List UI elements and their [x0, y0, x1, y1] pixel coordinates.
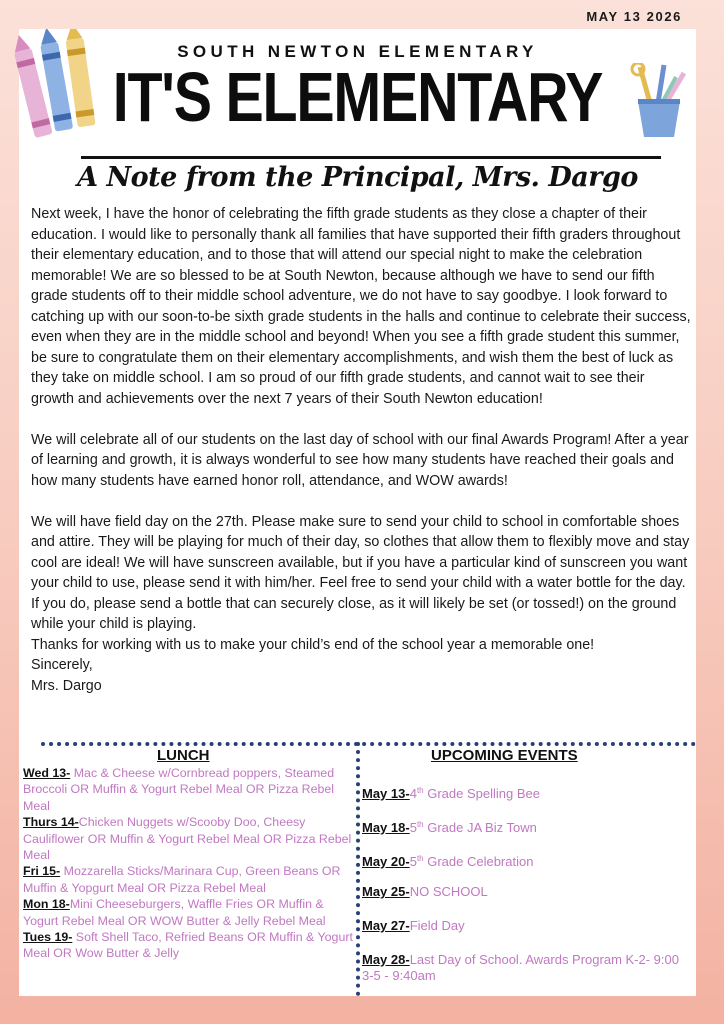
principal-letter — [31, 204, 691, 696]
list-item — [23, 896, 355, 929]
list-item — [23, 929, 355, 962]
letter-paragraph: We will have field day on the 27th. Please make sure to send your child to school in comfortable shoes and attire. They will be playing for much of their day, so clothes that allow them to flexibly move and stay cool are ideal! We will have sunscreen available, but if you have a particular kind of sunscreen you want your child to use, please send it with him/her. Feel free to send your child with a water bottle for the day. If you do, please send a bottle that can securely close, as it will likely be set (or tossed!) on the ground while your child is playing. — [31, 513, 690, 632]
lunch-menu-text: Soft Shell Taco, Refried Beans OR Muffin & Yogurt Meal OR Wow Butter & Jelly — [23, 930, 353, 961]
school-name: SOUTH NEWTON ELEMENTARY — [177, 42, 538, 61]
event-date: May 27- — [362, 918, 410, 934]
event-date: May 28- — [362, 951, 410, 967]
signature: Mrs. Dargo — [31, 677, 102, 694]
list-item — [23, 814, 355, 863]
event-text: 4th Grade Spelling Bee — [409, 786, 540, 801]
lunch-day: Fri 15- — [23, 864, 61, 879]
event-date: May 13- — [362, 786, 410, 801]
newsletter-page — [19, 29, 696, 996]
list-item — [362, 918, 694, 952]
title-divider — [81, 156, 661, 159]
newsletter-title: IT'S ELEMENTARY — [112, 58, 603, 136]
section-divider — [41, 742, 696, 746]
lunch-day: Thurs 14- — [23, 815, 79, 830]
event-date: May 20- — [362, 853, 410, 869]
event-text: Field Day — [409, 918, 465, 934]
lunch-menu-text: Mini Cheeseburgers, Waffle Fries OR Muffin & Yogurt Rebel Meal OR WOW Butter & Jelly Rebel Meal — [23, 897, 326, 928]
principal-note-heading: A Note from the Principal, Mrs. Dargo — [77, 162, 638, 193]
events-heading: UPCOMING EVENTS — [431, 747, 578, 764]
event-text: 5th Grade JA Biz Town — [409, 819, 537, 835]
list-item — [23, 863, 355, 896]
letter-paragraph: We will celebrate all of our students on the last day of school with our final Awards Program! After a year of learning and growth, it is always wonderful to see how many students have reached their goals and how many students have earned honor roll, attendance, and WOW awards! — [31, 431, 689, 489]
list-item — [362, 952, 694, 986]
list-item — [23, 765, 355, 814]
lunch-menu-text: Mac & Cheese w/Cornbread poppers, Steamed Broccoli OR Muffin & Yogurt Rebel Meal OR Pizza Rebel Meal — [23, 766, 335, 813]
lunch-menu — [23, 765, 355, 962]
lunch-menu-text: Mozzarella Sticks/Marinara Cup, Green Beans OR Muffin & Yopgurt Meal OR Pizza Rebel Meal — [23, 864, 341, 895]
lunch-day: Tues 19- — [23, 930, 73, 945]
lunch-heading: LUNCH — [157, 747, 210, 764]
letter-paragraph: Next week, I have the honor of celebrating the fifth grade students as they close a chapter of their education. I would like to personally thank all families that have supported their fifth graders throughout their elementary education, and to those that will attend our special night to make the celebration memorable! We are so blessed to be at South Newton, because although we have to send our fifth grade students off to their middle school adventure, we do not have to say goodbye. I look forward to catching up with our soon-to-be sixth grade students in the halls and continue to celebrate their success, even when they are in the middle school and beyond! When you see a fifth grade student this summer, be sure to congratulate them on their elementary accomplishments, and wish them the best of luck as they take on middle school. I am so proud of our fifth grade students, and cannot wait to see their growth and achievements over the next 7 years of their South Newton education! — [31, 206, 691, 407]
event-date: May 18- — [362, 819, 410, 835]
list-item — [362, 783, 694, 817]
event-date: May 25- — [362, 884, 410, 900]
list-item — [362, 817, 694, 851]
lunch-day: Wed 13- — [23, 766, 71, 780]
event-text: Last Day of School. Awards Program K-2- 9:00 3-5 - 9:40am — [362, 951, 679, 984]
lunch-menu-text: Chicken Nuggets w/Scooby Doo, Cheesy Cauliflower OR Muffin & Yogurt Rebel Meal OR Pizza Rebel Meal — [23, 815, 352, 863]
column-divider — [356, 742, 360, 996]
lunch-day: Mon 18- — [23, 897, 70, 912]
list-item — [362, 884, 694, 918]
event-text: 5th Grade Celebration — [409, 853, 534, 869]
letter-paragraph: Thanks for working with us to make your child’s end of the school year a memorable one! — [31, 636, 595, 653]
upcoming-events — [362, 783, 694, 986]
issue-date: MAY 13 2026 — [586, 9, 682, 24]
signoff: Sincerely, — [31, 657, 93, 673]
event-text: NO SCHOOL — [409, 884, 488, 900]
list-item — [362, 851, 694, 885]
